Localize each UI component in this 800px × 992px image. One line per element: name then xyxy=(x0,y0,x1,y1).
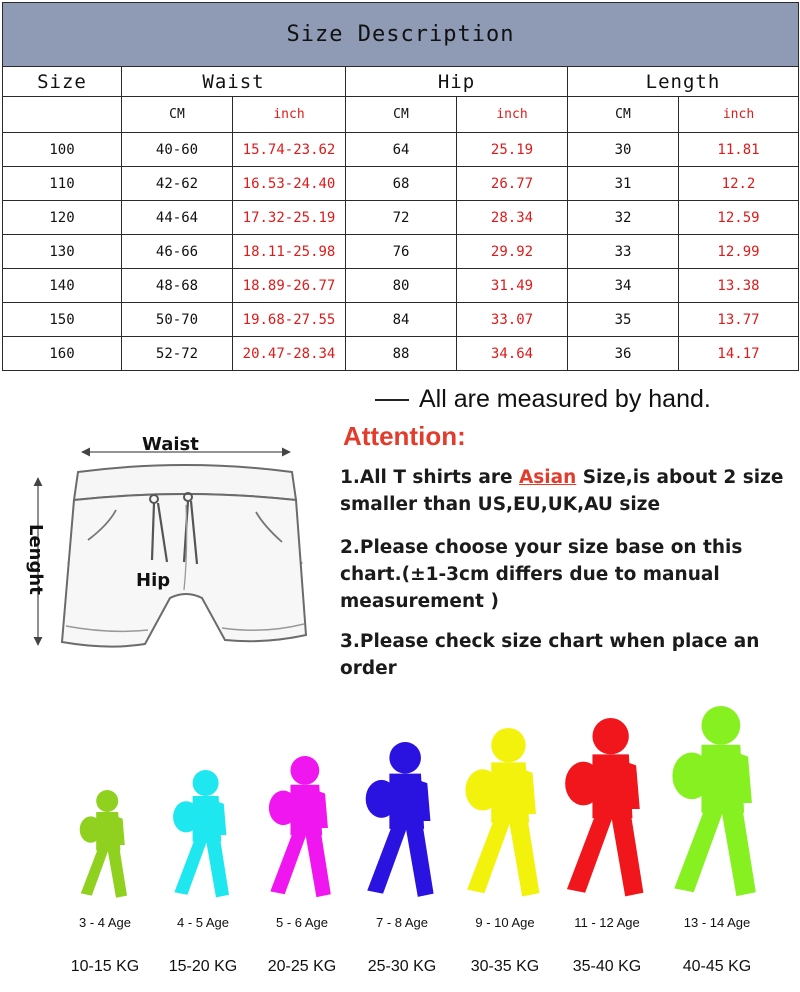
cell-length-cm: 33 xyxy=(568,235,679,269)
attention-item-1-post: Size,is about 2 size smaller than US,EU,UK,AU size xyxy=(340,467,784,515)
attention-title: Attention: xyxy=(343,421,466,451)
cell-hip-cm: 72 xyxy=(346,201,457,235)
kid-age-label: 5 - 6 Age xyxy=(275,915,329,930)
cell-waist-inch: 18.11-25.98 xyxy=(233,235,346,269)
measured-note-text: All are measured by hand. xyxy=(419,385,711,413)
cell-hip-inch: 26.77 xyxy=(457,167,568,201)
hip-label: Hip xyxy=(136,570,171,591)
kid-weight-label: 30-35 KG xyxy=(470,958,540,975)
kid-age-label: 9 - 10 Age xyxy=(475,915,535,930)
cell-length-inch: 14.17 xyxy=(679,337,799,371)
cell-waist-cm: 44-64 xyxy=(122,201,233,235)
kid-weight-label: 15-20 KG xyxy=(168,958,238,975)
table-row xyxy=(3,303,799,337)
cell-length-inch: 13.77 xyxy=(679,303,799,337)
kid-age-label: 13 - 14 Age xyxy=(683,915,751,930)
unit-length-inch: inch xyxy=(679,97,799,133)
cell-waist-inch: 20.47-28.34 xyxy=(233,337,346,371)
waist-label: Waist xyxy=(142,434,199,455)
table-row xyxy=(3,133,799,167)
header-hip: Hip xyxy=(346,67,568,97)
kid-weight-label: 40-45 KG xyxy=(682,958,752,975)
unit-length-cm: CM xyxy=(568,97,679,133)
cell-waist-inch: 17.32-25.19 xyxy=(233,201,346,235)
table-row xyxy=(3,269,799,303)
cell-hip-inch: 28.34 xyxy=(457,201,568,235)
table-row xyxy=(3,167,799,201)
cell-size: 150 xyxy=(3,303,122,337)
table-row xyxy=(3,235,799,269)
kid-silhouette xyxy=(269,756,331,897)
dash-line xyxy=(375,399,409,401)
cell-length-inch: 12.2 xyxy=(679,167,799,201)
cell-waist-cm: 48-68 xyxy=(122,269,233,303)
cell-length-cm: 34 xyxy=(568,269,679,303)
kid-age-label: 3 - 4 Age xyxy=(78,915,132,930)
unit-waist-cm: CM xyxy=(122,97,233,133)
kid-silhouette xyxy=(565,718,643,896)
cell-hip-cm: 68 xyxy=(346,167,457,201)
kid-silhouette xyxy=(80,790,127,898)
cell-length-inch: 12.59 xyxy=(679,201,799,235)
table-title: Size Description xyxy=(3,3,799,67)
cell-hip-inch: 33.07 xyxy=(457,303,568,337)
cell-waist-cm: 46-66 xyxy=(122,235,233,269)
header-length: Length xyxy=(568,67,799,97)
cell-length-inch: 11.81 xyxy=(679,133,799,167)
table-row xyxy=(3,337,799,371)
measured-note xyxy=(375,385,711,414)
kids-silhouettes xyxy=(0,700,800,910)
cell-size: 120 xyxy=(3,201,122,235)
cell-hip-inch: 25.19 xyxy=(457,133,568,167)
cell-size: 100 xyxy=(3,133,122,167)
cell-waist-cm: 42-62 xyxy=(122,167,233,201)
cell-hip-inch: 31.49 xyxy=(457,269,568,303)
cell-waist-inch: 18.89-26.77 xyxy=(233,269,346,303)
asian-highlight: Asian xyxy=(518,467,577,488)
header-size: Size xyxy=(3,67,122,97)
cell-waist-inch: 16.53-24.40 xyxy=(233,167,346,201)
length-label: Lenght xyxy=(25,524,46,595)
attention-item-2: 2.Please choose your size base on this chart.(±1-3cm differs due to manual measurement ) xyxy=(340,537,743,612)
cell-length-inch: 12.99 xyxy=(679,235,799,269)
cell-size: 110 xyxy=(3,167,122,201)
shorts-outline xyxy=(62,465,306,647)
kid-age-label: 7 - 8 Age xyxy=(375,915,429,930)
cell-size: 140 xyxy=(3,269,122,303)
cell-hip-cm: 64 xyxy=(346,133,457,167)
attention-item-1-pre: 1.All T shirts are xyxy=(340,467,519,488)
table-row xyxy=(3,201,799,235)
kid-weight-label: 20-25 KG xyxy=(267,958,337,975)
kid-weight-label: 35-40 KG xyxy=(572,958,642,975)
kid-weight-label: 10-15 KG xyxy=(70,958,140,975)
cell-waist-cm: 40-60 xyxy=(122,133,233,167)
kid-silhouette xyxy=(672,706,755,896)
size-table xyxy=(2,2,799,371)
kid-silhouette xyxy=(465,728,539,897)
cell-length-cm: 31 xyxy=(568,167,679,201)
cell-length-cm: 35 xyxy=(568,303,679,337)
kid-weight-label: 25-30 KG xyxy=(367,958,437,975)
cell-length-cm: 36 xyxy=(568,337,679,371)
cell-hip-cm: 80 xyxy=(346,269,457,303)
cell-hip-cm: 84 xyxy=(346,303,457,337)
shorts-diagram xyxy=(20,430,335,690)
cell-hip-inch: 29.92 xyxy=(457,235,568,269)
cell-waist-inch: 19.68-27.55 xyxy=(233,303,346,337)
kid-age-label: 4 - 5 Age xyxy=(176,915,230,930)
header-waist: Waist xyxy=(122,67,346,97)
attention-item-3: 3.Please check size chart when place an order xyxy=(340,631,760,679)
kid-silhouette xyxy=(173,770,229,897)
unit-blank xyxy=(3,97,122,133)
cell-waist-cm: 52-72 xyxy=(122,337,233,371)
cell-hip-inch: 34.64 xyxy=(457,337,568,371)
cell-length-cm: 30 xyxy=(568,133,679,167)
cell-length-cm: 32 xyxy=(568,201,679,235)
cell-size: 160 xyxy=(3,337,122,371)
cell-hip-cm: 88 xyxy=(346,337,457,371)
unit-hip-cm: CM xyxy=(346,97,457,133)
cell-length-inch: 13.38 xyxy=(679,269,799,303)
attention-item-1 xyxy=(340,464,790,518)
cell-size: 130 xyxy=(3,235,122,269)
kid-silhouette xyxy=(366,742,434,897)
cell-waist-cm: 50-70 xyxy=(122,303,233,337)
unit-waist-inch: inch xyxy=(233,97,346,133)
kid-age-label: 11 - 12 Age xyxy=(574,915,640,930)
unit-hip-inch: inch xyxy=(457,97,568,133)
cell-hip-cm: 76 xyxy=(346,235,457,269)
cell-waist-inch: 15.74-23.62 xyxy=(233,133,346,167)
